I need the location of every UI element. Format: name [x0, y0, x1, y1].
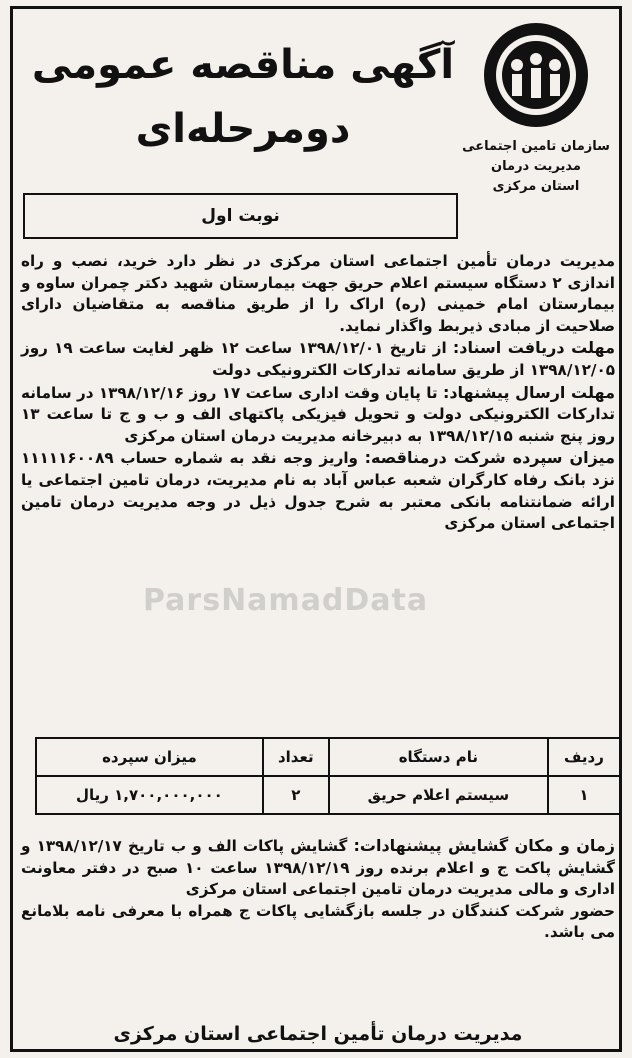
opening-section — [21, 835, 615, 944]
submit-label: مهلت ارسال پیشنهاد: — [442, 382, 615, 402]
org-province: استان مرکزی — [492, 179, 580, 194]
cell-row-number: ۱ — [548, 776, 620, 814]
attendance-paragraph: حضور شرکت کنندگان در جلسه بازگشایی پاکات ج همراه با معرفی نامه بلامانع می باشد. — [21, 901, 615, 942]
docs-paragraph — [21, 337, 615, 381]
cell-deposit-amount: ۱,۷۰۰,۰۰۰,۰۰۰ ریال — [36, 776, 263, 814]
round-label: نوبت اول — [23, 193, 458, 239]
title-block — [23, 17, 463, 187]
page-title: آگهی مناقصه عمومی — [31, 42, 455, 88]
deposit-label: میزان سپرده شرکت درمناقصه: — [364, 448, 615, 468]
deposit-text: واریز وجه نقد به شماره حساب ۱۱۱۱۱۶۰۰۸۹ نزد بانک رفاه کارگران شعبه عباس آباد به نام مدیریت، درمان تامین اجتماعی یا ارائه ضمانتنامه بانکی معتبر به شرح جدول ذیل در وجه مدیریت درمان تامین اجتماعی استان مرکزی — [21, 449, 615, 533]
org-logo-block — [461, 17, 611, 235]
header-row-number: ردیف — [548, 738, 620, 776]
opening-text: گشایش پاکات الف و ب تاریخ ۱۳۹۸/۱۲/۱۷ و گشایش پاکت ج و اعلام برنده روز ۱۳۹۸/۱۲/۱۹ ساعت ۱۰ صبح در دفتر معاونت اداری و مالی مدیریت درمان تامین اجتماعی استان مرکزی — [21, 837, 616, 899]
deposit-paragraph — [21, 447, 615, 534]
notice-body — [21, 251, 615, 535]
signature: مدیریت درمان تأمین اجتماعی استان مرکزی — [113, 1023, 523, 1045]
social-security-logo-icon — [480, 19, 592, 131]
docs-label: مهلت دریافت اسناد: — [452, 338, 615, 358]
notice-page — [10, 6, 622, 1052]
watermark: ParsNamadData — [143, 583, 429, 618]
submit-paragraph — [21, 382, 615, 448]
org-department: مدیریت درمان — [491, 159, 581, 174]
docs-text: از تاریخ ۱۳۹۸/۱۲/۰۱ ساعت ۱۲ ظهر لغایت ساعت ۱۹ روز ۱۳۹۸/۱۲/۰۵ از طریق سامانه تدارکات الکترونیکی دولت — [21, 339, 615, 379]
org-name: سازمان تامین اجتماعی — [462, 139, 610, 154]
page-subtitle: دومرحله‌ای — [135, 106, 351, 152]
cell-device-name: سیستم اعلام حریق — [329, 776, 548, 814]
deposit-table — [35, 737, 621, 815]
intro-paragraph: مدیریت درمان تأمین اجتماعی استان مرکزی در نظر دارد خرید، نصب و راه اندازی ۲ دستگاه سیستم اعلام حریق جهت بیمارستان شهید دکتر چمران ساوه و بیمارستان امام خمینی (ره) اراک را از طریق مناقصه به متقاضیان دارای صلاحیت از مبادی ذیربط واگذار نماید. — [21, 252, 616, 335]
opening-label: زمان و مکان گشایش پیشنهادات: — [353, 836, 616, 855]
submit-text: تا پایان وقت اداری ساعت ۱۷ روز ۱۳۹۸/۱۲/۱۶ در سامانه تدارکات الکترونیکی دولت و تحویل فیزیکی پاکتهای الف و ب و ج تا ساعت ۱۳ روز پنج شنبه ۱۳۹۸/۱۲/۱۵ به دبیرخانه مدیریت درمان استان مرکزی — [21, 383, 615, 445]
opening-paragraph — [21, 835, 615, 901]
cell-quantity: ۲ — [263, 776, 329, 814]
deposit-table-wrap — [35, 737, 621, 815]
header-quantity: تعداد — [263, 738, 329, 776]
header-deposit-amount: میزان سپرده — [36, 738, 263, 776]
table-header-row — [36, 738, 620, 776]
table-row — [36, 776, 620, 814]
header-device-name: نام دستگاه — [329, 738, 548, 776]
